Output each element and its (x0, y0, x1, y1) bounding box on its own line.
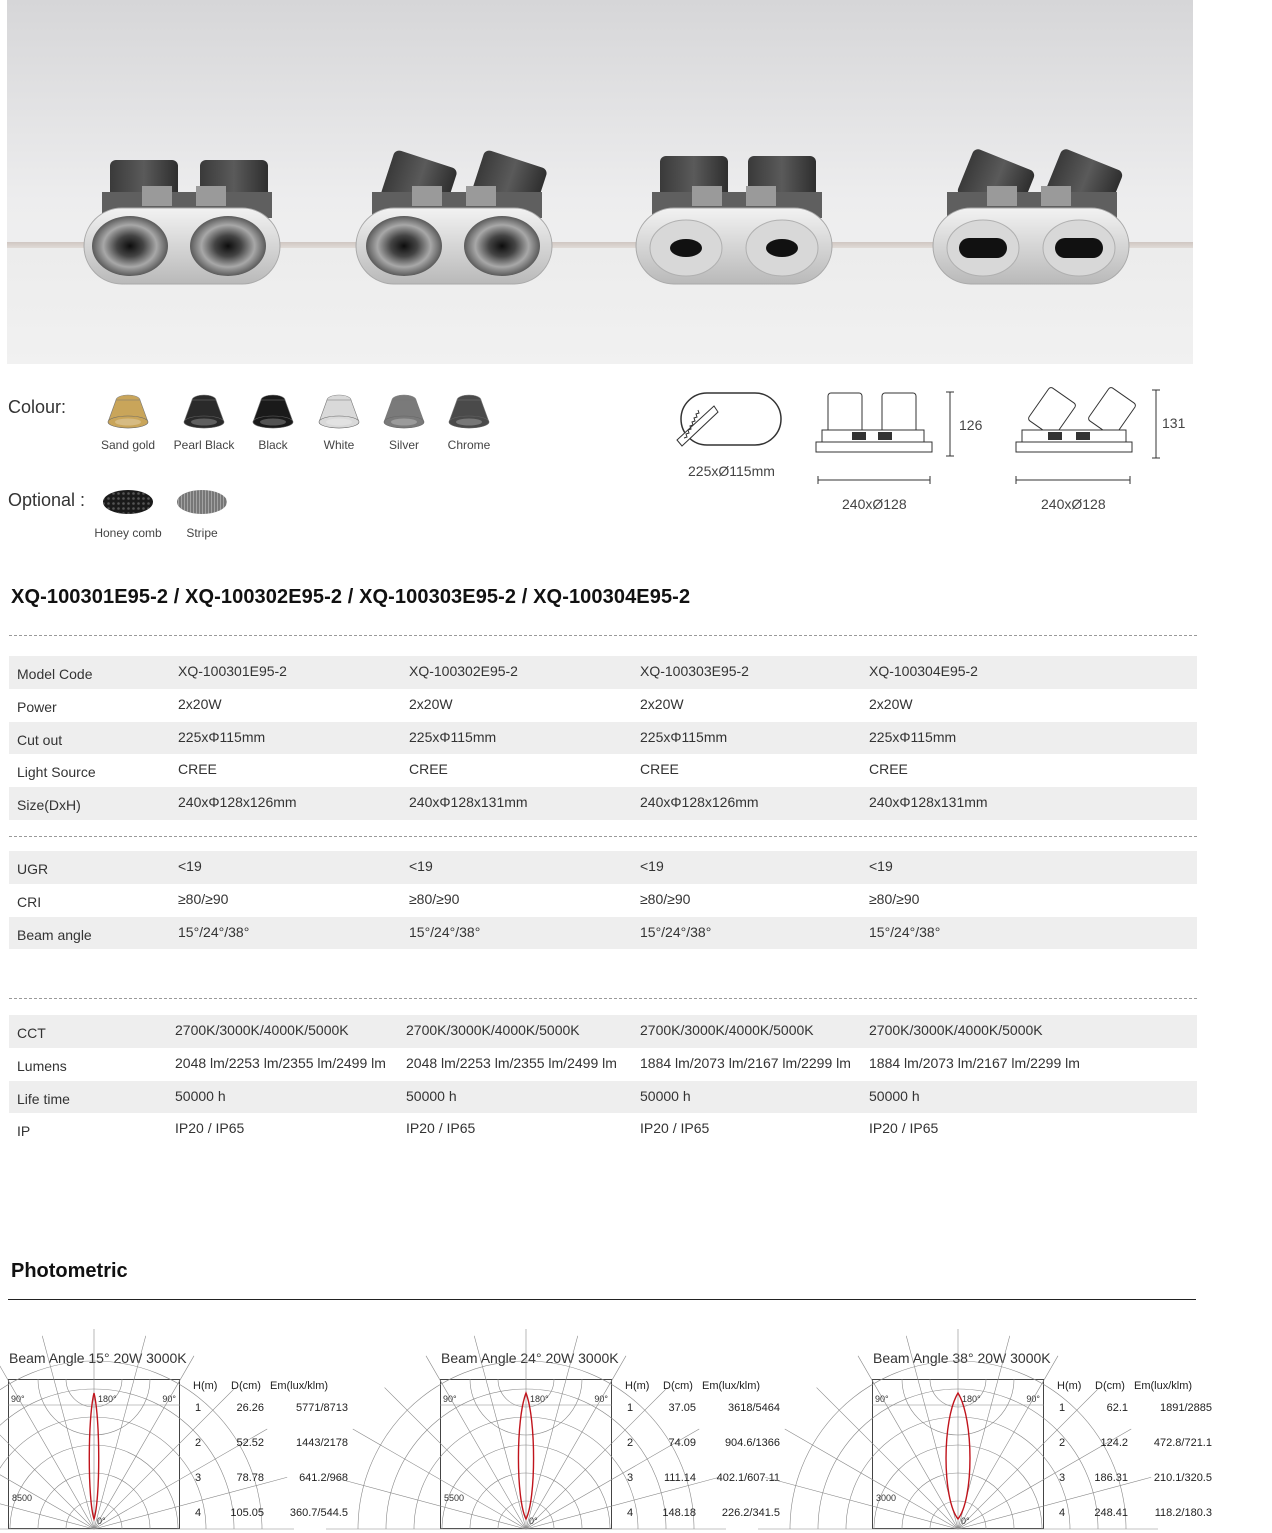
spec-row-beam-angle (9, 917, 1197, 950)
swatch-label: Silver (388, 438, 419, 452)
diameter-value: 111.14 (663, 1472, 696, 1484)
spec-value: 2x20W (409, 695, 453, 712)
height-value: 3 (1059, 1472, 1066, 1484)
spec-row-cct (9, 1015, 1197, 1048)
height-value: 2 (1059, 1437, 1066, 1449)
spec-row-model-code (9, 656, 1197, 689)
diameter-value: 26.26 (236, 1402, 264, 1414)
spec-value: ≥80/≥90 (409, 890, 460, 907)
reflector-icon (180, 392, 228, 432)
photometric-row (193, 1437, 348, 1451)
height-value: 4 (195, 1507, 202, 1519)
spec-row-size-dxh- (9, 787, 1197, 820)
spec-value: 15°/24°/38° (640, 923, 712, 940)
fixture-1 (84, 160, 280, 284)
photometric-rule (8, 1299, 1196, 1300)
optional-honey-comb (88, 486, 168, 540)
photometric-header: D(cm) (663, 1380, 693, 1392)
spec-value: 2048 lm/2253 lm/2355 lm/2499 lm (175, 1054, 386, 1071)
spec-value: 2x20W (869, 695, 913, 712)
spec-label: CCT (17, 1025, 46, 1041)
diameter-value: 74.09 (668, 1437, 696, 1449)
spec-value: XQ-100301E95-2 (178, 663, 287, 679)
spec-value: 2700K/3000K/4000K/5000K (175, 1022, 349, 1038)
spec-value: ≥80/≥90 (869, 890, 920, 907)
spec-value: IP20 / IP65 (869, 1120, 939, 1137)
photometric-row (193, 1507, 348, 1521)
reflector-icon (249, 392, 297, 432)
spec-value: 50000 h (175, 1087, 226, 1104)
illuminance-value: 5771/8713 (296, 1402, 348, 1414)
spec-label: Cut out (17, 731, 63, 748)
illuminance-value: 360.7/544.5 (289, 1507, 348, 1519)
fixture-3 (636, 156, 832, 284)
reflector-icon (104, 392, 152, 432)
reflector-icon (445, 392, 493, 432)
illuminance-value: 472.8/721.1 (1153, 1437, 1212, 1449)
spec-value: 2x20W (640, 695, 684, 712)
photometric-row (625, 1507, 780, 1521)
spec-table-optics (9, 851, 1197, 949)
spec-value: 240xΦ128x131mm (409, 794, 528, 811)
spec-label: Power (17, 698, 57, 715)
swatch-label: Black (258, 438, 288, 452)
photometric-header: Em(lux/klm) (702, 1380, 761, 1392)
illuminance-value: 641.2/968 (299, 1472, 348, 1484)
optional-label: Optional : (8, 490, 86, 510)
photometric-header: H(m) (625, 1380, 650, 1392)
height-value: 3 (195, 1472, 202, 1484)
diameter-value: 52.52 (236, 1437, 264, 1449)
spec-value: 50000 h (406, 1087, 457, 1104)
photometric-row (193, 1472, 348, 1486)
photometric-title: Beam Angle 38° 20W 3000K (873, 1350, 1051, 1366)
illuminance-value: 226.2/341.5 (721, 1507, 780, 1519)
height-value: 4 (627, 1507, 634, 1519)
illuminance-value: 904.6/1366 (724, 1437, 780, 1449)
photometric-title: Beam Angle 24° 20W 3000K (441, 1350, 619, 1366)
reflector-icon (315, 392, 363, 432)
photometric-title: Beam Angle 15° 20W 3000K (9, 1350, 187, 1366)
polar-label: 5500 (444, 1493, 465, 1503)
fixed-side-diagram (812, 388, 962, 488)
spec-value: 1884 lm/2073 lm/2167 lm/2299 lm (640, 1054, 851, 1071)
diameter-value: 248.41 (1094, 1507, 1128, 1519)
illuminance-value: 1891/2885 (1160, 1402, 1212, 1414)
stripe-icon (175, 486, 229, 520)
diameter-value: 124.2 (1100, 1437, 1128, 1449)
spec-label: Size(DxH) (17, 797, 81, 814)
diameter-value: 186.31 (1094, 1472, 1128, 1484)
spec-value: 240xΦ128x131mm (869, 794, 988, 811)
spec-value: IP20 / IP65 (640, 1120, 710, 1137)
diameter-value: 148.18 (662, 1507, 696, 1519)
tilt-size: 240xØ128 (1041, 496, 1106, 512)
photometric-header: H(m) (1057, 1380, 1082, 1392)
photometric-header: D(cm) (1095, 1380, 1125, 1392)
spec-value: <19 (869, 858, 893, 874)
spec-value: <19 (178, 858, 202, 874)
photometric-table (193, 1380, 348, 1519)
honeycomb-icon (101, 486, 155, 520)
swatch-label: Chrome (447, 438, 491, 452)
illuminance-value: 3618/5464 (728, 1402, 780, 1414)
fixture-4 (933, 147, 1129, 284)
polar-label: 90° (11, 1394, 25, 1404)
polar-diagram (8, 1379, 180, 1529)
height-value: 3 (627, 1472, 634, 1484)
swatch-label: Sand gold (100, 438, 156, 452)
spec-label: Model Code (17, 666, 93, 682)
photometric-header: D(cm) (231, 1380, 261, 1392)
polar-diagram (440, 1379, 612, 1529)
spec-value: 50000 h (640, 1087, 691, 1104)
photometric-row (1057, 1507, 1212, 1521)
spec-value: 225xΦ115mm (869, 728, 957, 745)
height-value: 4 (1059, 1507, 1066, 1519)
spec-value: 15°/24°/38° (178, 923, 250, 940)
spec-row-lumens (9, 1048, 1197, 1081)
spec-table-basic (9, 656, 1197, 820)
spec-value: CREE (869, 761, 908, 778)
diameter-value: 105.05 (230, 1507, 264, 1519)
cutout-dimension: 225xØ115mm (688, 463, 775, 479)
optional-stripe (162, 486, 242, 540)
photometric-header: Em(lux/klm) (270, 1380, 329, 1392)
spec-value: 225xΦ115mm (409, 728, 497, 745)
model-title: XQ-100301E95-2 / XQ-100302E95-2 / XQ-100303E95-2 / XQ-100304E95-2 (11, 586, 691, 608)
photometric-chart-1 (8, 1350, 408, 1533)
spec-row-cut-out (9, 722, 1197, 755)
polar-label: 180° (962, 1394, 981, 1404)
spec-value: 240xΦ128x126mm (178, 794, 297, 811)
photometric-row (1057, 1402, 1212, 1416)
product-hero-image (7, 0, 1193, 364)
spec-value: 2700K/3000K/4000K/5000K (640, 1022, 814, 1038)
photometric-header-row (193, 1380, 348, 1394)
photometric-chart-3 (872, 1350, 1272, 1533)
spec-row-ugr (9, 851, 1197, 884)
photometric-row (625, 1437, 780, 1451)
spec-value: 2x20W (178, 695, 222, 712)
photometric-heading: Photometric (11, 1260, 128, 1282)
polar-diagram (872, 1379, 1044, 1529)
reflector-icon (380, 392, 428, 432)
diameter-value: 62.1 (1106, 1402, 1128, 1414)
polar-label: 0° (529, 1516, 538, 1526)
fixed-height: 126 (959, 417, 983, 433)
swatch-label: Pearl Black (173, 438, 235, 452)
spec-value: CREE (640, 761, 679, 778)
spec-value: 2700K/3000K/4000K/5000K (406, 1022, 580, 1038)
spec-value: <19 (409, 858, 433, 874)
illuminance-value: 210.1/320.5 (1153, 1472, 1212, 1484)
polar-label: 3000 (876, 1493, 897, 1503)
spec-label: IP (17, 1123, 31, 1140)
spec-value: CREE (409, 761, 448, 778)
polar-label: 90° (162, 1394, 176, 1404)
spec-label: Beam angle (17, 926, 92, 943)
divider (9, 635, 1197, 636)
spec-value: 1884 lm/2073 lm/2167 lm/2299 lm (869, 1054, 1080, 1071)
fixture-2 (356, 149, 552, 284)
tilt-height: 131 (1162, 415, 1186, 431)
spec-value: 50000 h (869, 1087, 920, 1104)
illuminance-value: 1443/2178 (296, 1437, 348, 1449)
spec-value: XQ-100303E95-2 (640, 663, 749, 679)
photometric-chart-2 (440, 1350, 840, 1533)
photometric-table (1057, 1380, 1212, 1519)
spec-value: <19 (640, 858, 664, 874)
colour-swatch-sand-gold (88, 392, 168, 452)
spec-label: Lumens (17, 1057, 67, 1074)
photometric-table (625, 1380, 780, 1519)
polar-label: 90° (875, 1394, 889, 1404)
downlight-renders (7, 0, 1193, 364)
spec-value: IP20 / IP65 (175, 1120, 245, 1137)
photometric-row (625, 1472, 780, 1486)
polar-label: 180° (98, 1394, 117, 1404)
height-value: 1 (627, 1402, 634, 1414)
height-value: 2 (627, 1437, 634, 1449)
photometric-header-row (1057, 1380, 1212, 1394)
spec-value: CREE (178, 761, 217, 778)
spec-value: 2700K/3000K/4000K/5000K (869, 1022, 1043, 1038)
spec-row-cri (9, 884, 1197, 917)
colour-swatch-pearl-black (164, 392, 244, 452)
spec-value: 240xΦ128x126mm (640, 794, 759, 811)
spec-value: 15°/24°/38° (409, 923, 481, 940)
polar-label: 0° (97, 1516, 106, 1526)
tilt-side-diagram (1010, 386, 1170, 486)
divider (9, 836, 1197, 837)
spec-value: ≥80/≥90 (178, 890, 229, 907)
spec-row-ip (9, 1113, 1197, 1146)
photometric-header-row (625, 1380, 780, 1394)
spec-value: 15°/24°/38° (869, 923, 941, 940)
colour-swatch-chrome (429, 392, 509, 452)
photometric-row (625, 1402, 780, 1416)
polar-label: 8500 (12, 1493, 33, 1503)
polar-label: 90° (1026, 1394, 1040, 1404)
spec-table-output (9, 1015, 1197, 1146)
spec-label: Light Source (17, 764, 96, 781)
diameter-value: 37.05 (668, 1402, 696, 1414)
polar-label: 90° (594, 1394, 608, 1404)
spec-value: 225xΦ115mm (178, 728, 266, 745)
illuminance-value: 402.1/607.11 (716, 1472, 780, 1484)
height-value: 2 (195, 1437, 202, 1449)
cutout-diagram (674, 388, 794, 458)
illuminance-value: 118.2/180.3 (1154, 1507, 1212, 1519)
divider (9, 998, 1197, 999)
photometric-row (193, 1402, 348, 1416)
height-value: 1 (195, 1402, 202, 1414)
colour-label: Colour: (8, 397, 67, 417)
fixed-size: 240xØ128 (842, 496, 907, 512)
spec-value: XQ-100304E95-2 (869, 663, 978, 679)
polar-label: 180° (530, 1394, 549, 1404)
diameter-value: 78.78 (236, 1472, 264, 1484)
spec-value: ≥80/≥90 (640, 890, 691, 907)
photometric-row (1057, 1437, 1212, 1451)
spec-value: 225xΦ115mm (640, 728, 728, 745)
spec-value: 2048 lm/2253 lm/2355 lm/2499 lm (406, 1054, 617, 1071)
spec-label: Life time (17, 1090, 70, 1107)
spec-row-life-time (9, 1081, 1197, 1114)
height-value: 1 (1059, 1402, 1066, 1414)
photometric-header: H(m) (193, 1380, 218, 1392)
spec-value: IP20 / IP65 (406, 1120, 476, 1137)
spec-row-light-source (9, 754, 1197, 787)
swatch-label: White (323, 438, 355, 452)
photometric-row (1057, 1472, 1212, 1486)
spec-label: UGR (17, 861, 49, 877)
optional-label-text: Stripe (186, 526, 218, 540)
spec-row-power (9, 689, 1197, 722)
spec-label: CRI (17, 893, 42, 910)
polar-label: 0° (961, 1516, 970, 1526)
photometric-header: Em(lux/klm) (1134, 1380, 1193, 1392)
polar-label: 90° (443, 1394, 457, 1404)
spec-value: XQ-100302E95-2 (409, 663, 518, 679)
optional-label-text: Honey comb (94, 526, 162, 540)
